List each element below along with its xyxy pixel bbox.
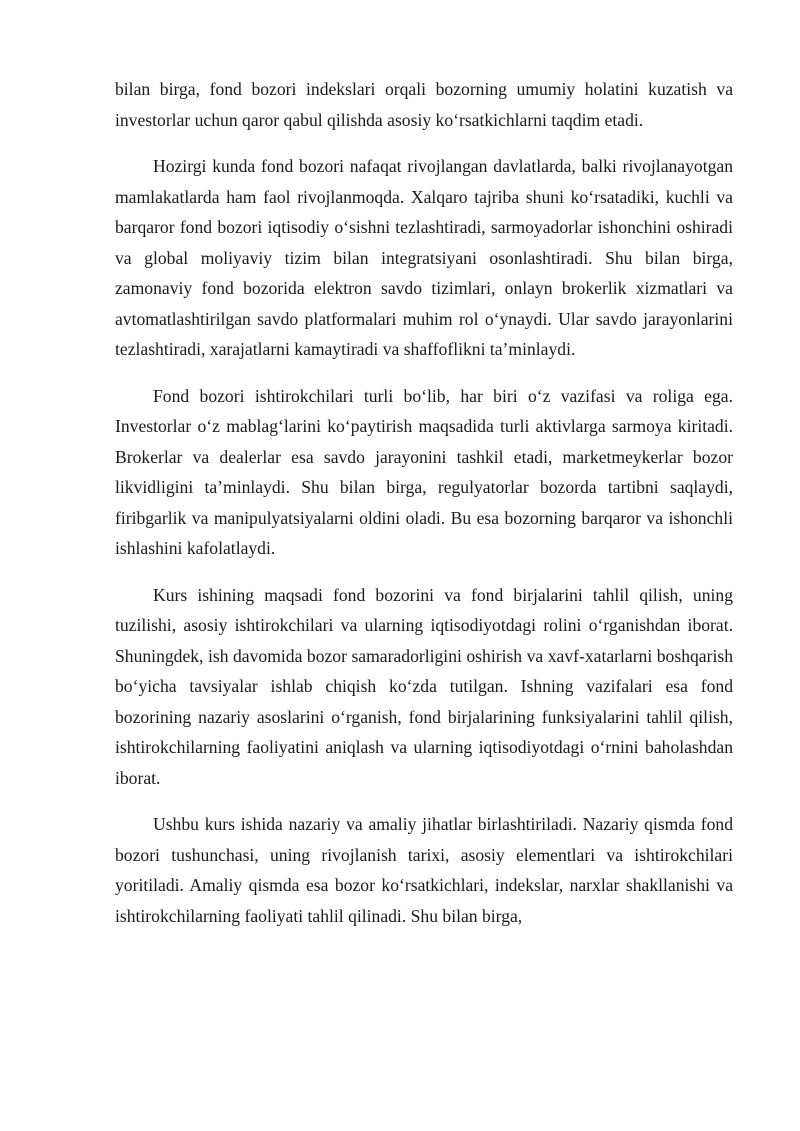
paragraph-1: bilan birga, fond bozori indekslari orqali bozorning umumiy holatini kuzatish va investorlar uchun qaror qabul qilishda asosiy ko‘rsatkichlarni taqdim etadi. (115, 79, 733, 130)
document-body (115, 74, 733, 947)
paragraph-4: Kurs ishining maqsadi fond bozorini va fond birjalarini tahlil qilish, uning tuzilishi, asosiy ishtirokchilari va ularning iqtisodiyotdagi rolini o‘rganishdan iborat. Shuningdek, ish davomida bozor samaradorligini oshirish va xavf-xatarlarni boshqarish bo‘yicha tavsiyalar ishlab chiqish ko‘zda tutilgan. Ishning vazifalari esa fond bozorining nazariy asoslarini o‘rganish, fond birjalarining funksiyalarini tahlil qilish, ishtirokchilarning faoliyatini aniqlash va ularning iqtisodiyotdagi o‘rnini baholashdan iborat. (115, 584, 733, 788)
paragraph-5: Ushbu kurs ishida nazariy va amaliy jihatlar birlashtiriladi. Nazariy qismda fond bozori tushunchasi, uning rivojlanish tarixi, asosiy elementlari va ishtirokchilari yoritiladi. Amaliy qismda esa bozor ko‘rsatkichlari, indekslar, narxlar shakllanishi va ishtirokchilarning faoliyati tahlil qilinadi. Shu bilan birga, (115, 814, 733, 926)
paragraph-2: Hozirgi kunda fond bozori nafaqat rivojlangan davlatlarda, balki rivojlanayotgan mamlakatlarda ham faol rivojlanmoqda. Xalqaro tajriba shuni ko‘rsatadiki, kuchli va barqaror fond bozori iqtisodiy o‘sishni tezlashtiradi, sarmoyadorlar ishonchini oshiradi va global moliyaviy tizim bilan integratsiyani osonlashtiradi. Shu bilan birga, zamonaviy fond bozorida elektron savdo tizimlari, onlayn brokerlik xizmatlari va avtomatlashtirilgan savdo platformalari muhim rol o‘ynaydi. Ular savdo jarayonlarini tezlashtiradi, xarajatlarni kamaytiradi va shaffoflikni ta’minlaydi. (115, 156, 733, 359)
paragraph-3: Fond bozori ishtirokchilari turli bo‘lib, har biri o‘z vazifasi va roliga ega. Investorlar o‘z mablag‘larini ko‘paytirish maqsadida turli aktivlarga sarmoya kiritadi. Brokerlar va dealerlar esa savdo jarayonini tashkil etadi, marketmeykerlar bozor likvidligini ta’minlaydi. Shu bilan birga, regulyatorlar bozorda tartibni saqlaydi, firibgarlik va manipulyatsiyalarni oldini oladi. Bu esa bozorning barqaror va ishonchli ishlashini kafolatlaydi. (115, 385, 733, 558)
